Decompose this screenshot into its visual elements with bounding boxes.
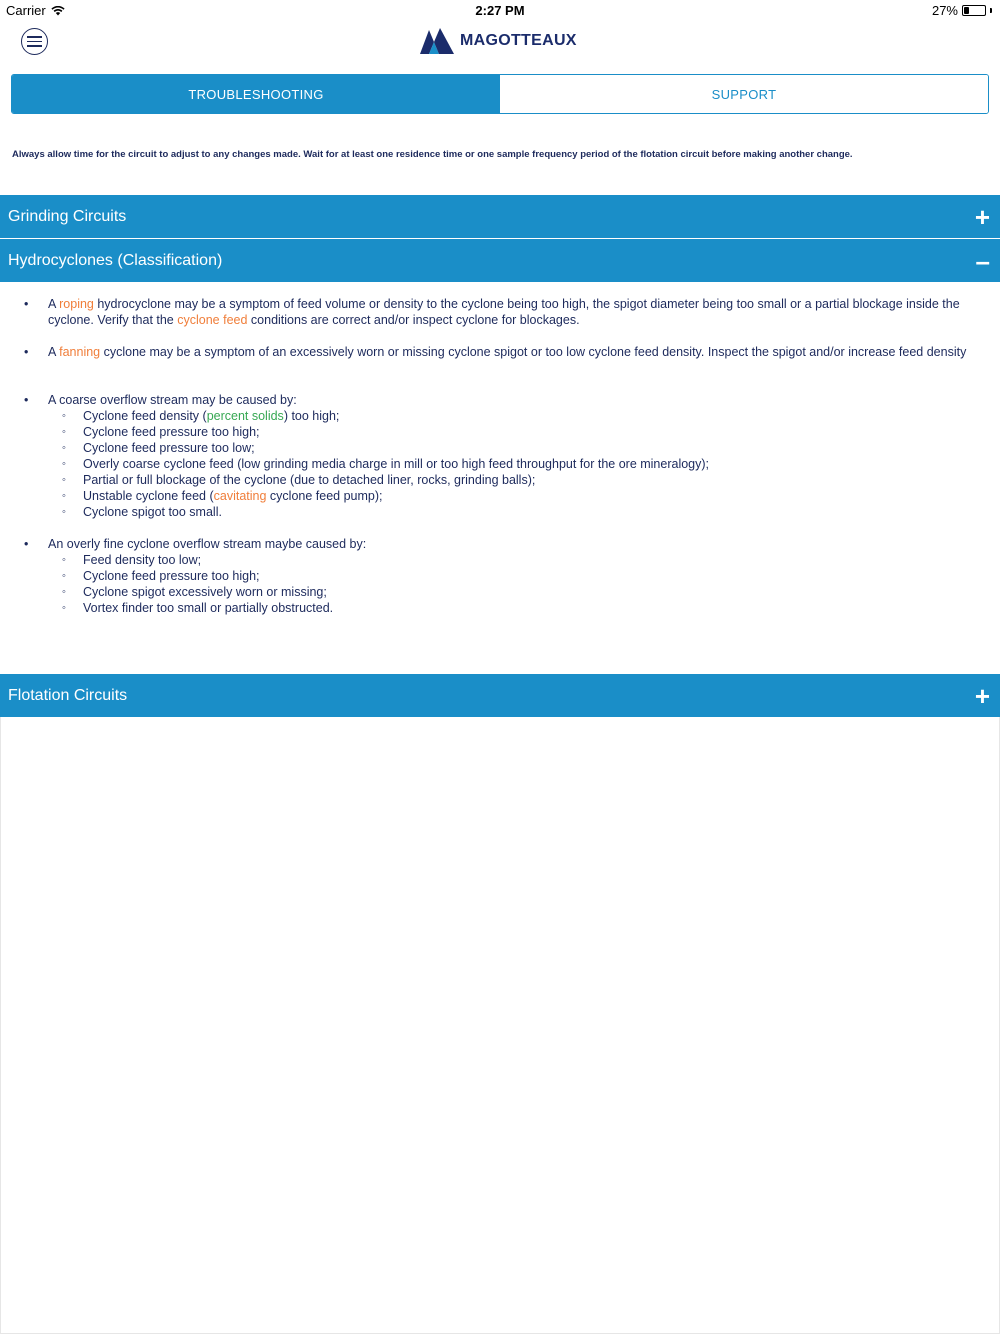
- bullet-text: [48, 344, 984, 360]
- sub-list-item: [62, 488, 984, 504]
- section-hydrocyclones[interactable]: [0, 239, 1000, 282]
- bullet-text: [48, 296, 984, 328]
- text-part: conditions are correct and/or inspect cyclone for blockages.: [247, 313, 580, 327]
- battery-icon: [962, 5, 986, 16]
- status-time: 2:27 PM: [475, 3, 525, 18]
- status-right: [932, 3, 992, 18]
- bullet-text: A coarse overflow stream may be caused by:: [48, 393, 297, 407]
- battery-percent: 27%: [931, 3, 958, 18]
- magotteaux-logo-icon: [420, 28, 456, 54]
- text-part: cyclone feed pump);: [266, 489, 383, 503]
- list-item: [24, 296, 984, 328]
- empty-content-area: [0, 717, 1000, 1334]
- notice-text: Always allow time for the circuit to adjust to any changes made. Wait for at least one residence time or one sample frequency period of the flotation circuit before making another change.: [12, 149, 853, 160]
- link-roping[interactable]: roping: [59, 297, 94, 311]
- text-part: A: [48, 297, 60, 311]
- link-percent-solids[interactable]: percent solids: [206, 409, 284, 423]
- sub-list-item: ◦ Cyclone feed pressure too low;: [62, 440, 984, 456]
- text-part: cyclone may be a symptom of an excessively worn or missing cyclone spigot or too low cyclone feed density. Inspect the spigot and/or increase feed density: [100, 345, 967, 359]
- sub-list-item: ◦ Cyclone feed pressure too high;: [62, 568, 984, 584]
- link-cavitating[interactable]: cavitating: [213, 489, 267, 503]
- sub-list-item: ◦ Cyclone feed pressure too high;: [62, 424, 984, 440]
- text-part: hydrocyclone may be a symptom of feed volume or density to the cyclone being too high, the spigot diameter being too small or a partial blockage inside the cyclone. Verify that the: [48, 297, 960, 327]
- sub-list-item: [62, 408, 984, 424]
- text-part: ) too high;: [283, 409, 340, 423]
- plus-icon[interactable]: +: [974, 201, 990, 232]
- hamburger-icon[interactable]: [21, 28, 48, 55]
- tab-support[interactable]: SUPPORT: [500, 75, 988, 113]
- sub-list-item: ◦ Cyclone spigot too small.: [62, 504, 984, 520]
- minus-icon[interactable]: –: [975, 245, 990, 276]
- text-part: Cyclone feed density (: [83, 409, 207, 423]
- carrier-label: Carrier: [6, 3, 46, 18]
- list-item: [24, 344, 984, 360]
- section-flotation-circuits[interactable]: [0, 674, 1000, 717]
- sub-list-item: ◦ Cyclone spigot excessively worn or missing;: [62, 584, 984, 600]
- plus-icon[interactable]: +: [974, 680, 990, 711]
- sub-list-item: ◦ Vortex finder too small or partially obstructed.: [62, 600, 984, 616]
- text-part: A: [48, 345, 60, 359]
- status-bar: [0, 0, 1000, 22]
- battery-level: [964, 7, 969, 14]
- sub-list-item: ◦ Partial or full blockage of the cyclone (due to detached liner, rocks, grinding balls);: [62, 472, 984, 488]
- bullet-text: An overly fine cyclone overflow stream maybe caused by:: [48, 537, 367, 551]
- link-fanning[interactable]: fanning: [59, 345, 101, 359]
- list-item: [24, 536, 984, 616]
- bullet-dot: •: [24, 297, 29, 311]
- segmented-tabs: [11, 74, 989, 114]
- battery-tip: [990, 8, 992, 13]
- hydrocyclones-content: [0, 282, 1000, 674]
- sub-list-item: ◦ Feed density too low;: [62, 552, 984, 568]
- text-part: Unstable cyclone feed (: [83, 489, 214, 503]
- section-title: Hydrocyclones (Classification): [8, 251, 223, 269]
- section-title: Flotation Circuits: [8, 686, 128, 704]
- bullet-dot: •: [24, 537, 29, 551]
- menu-line: [27, 45, 42, 47]
- menu-line: [27, 41, 42, 43]
- list-item: [24, 392, 984, 520]
- section-title: Grinding Circuits: [8, 207, 127, 225]
- section-grinding-circuits[interactable]: [0, 195, 1000, 238]
- menu-line: [27, 36, 42, 38]
- sub-list: [62, 408, 984, 520]
- tab-troubleshooting[interactable]: TROUBLESHOOTING: [12, 75, 500, 113]
- logo-text: MAGOTTEAUX: [460, 32, 577, 49]
- bullet-dot: •: [24, 393, 29, 407]
- link-cyclone-feed[interactable]: cyclone feed: [177, 313, 248, 327]
- logo: [420, 27, 577, 55]
- bullet-dot: •: [24, 345, 29, 359]
- sub-list: [62, 552, 984, 616]
- sub-list-item: ◦ Overly coarse cyclone feed (low grinding media charge in mill or too high feed throughput for the ore mineralogy);: [62, 456, 984, 472]
